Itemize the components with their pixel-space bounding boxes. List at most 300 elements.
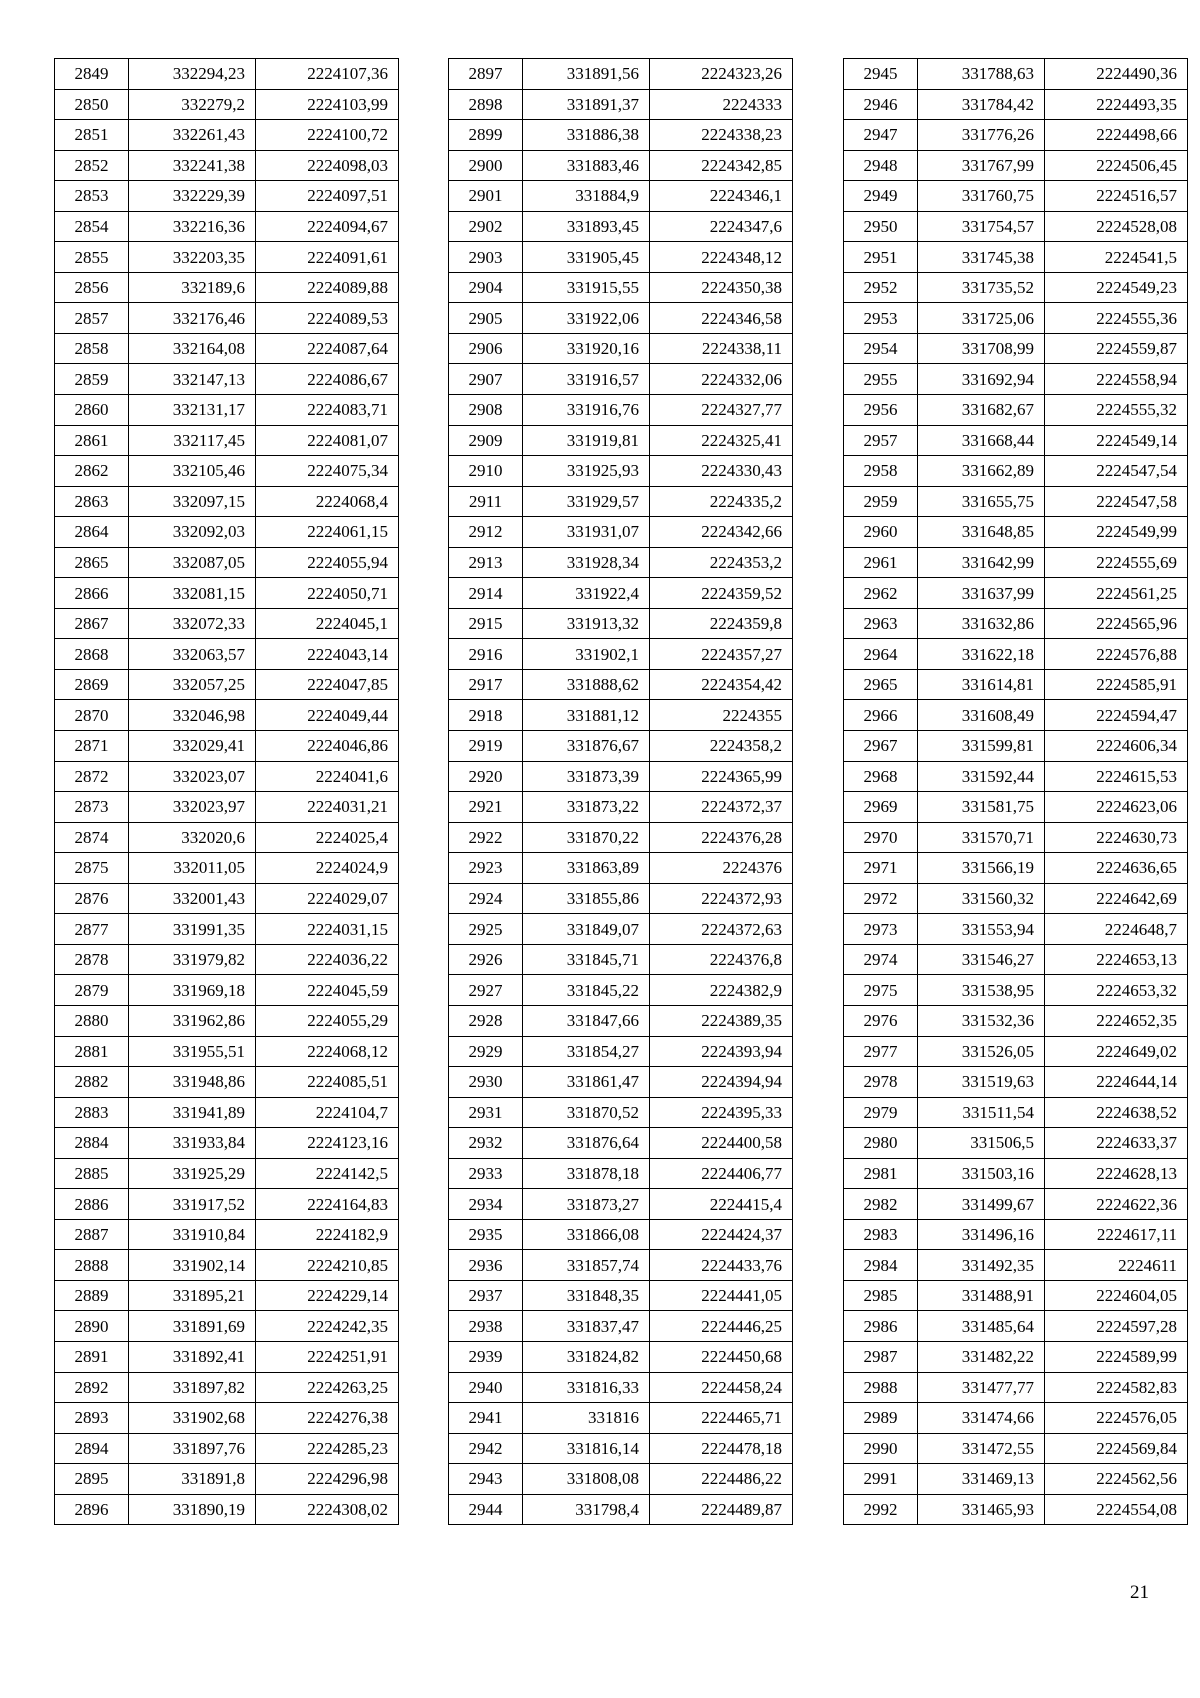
x-coordinate-cell: 331637,99 bbox=[918, 578, 1045, 609]
table-row bbox=[449, 1494, 793, 1525]
point-number-cell: 2980 bbox=[844, 1128, 918, 1159]
table-row bbox=[55, 395, 399, 426]
x-coordinate-cell: 331873,27 bbox=[523, 1189, 650, 1220]
point-number-cell: 2887 bbox=[55, 1219, 129, 1250]
y-coordinate-cell: 2224081,07 bbox=[256, 425, 399, 456]
x-coordinate-cell: 331916,57 bbox=[523, 364, 650, 395]
table-row bbox=[449, 608, 793, 639]
table-row bbox=[449, 1158, 793, 1189]
y-coordinate-cell: 2224031,21 bbox=[256, 792, 399, 823]
x-coordinate-cell: 331891,69 bbox=[129, 1311, 256, 1342]
x-coordinate-cell: 331873,22 bbox=[523, 792, 650, 823]
x-coordinate-cell: 331682,67 bbox=[918, 395, 1045, 426]
table-row bbox=[55, 608, 399, 639]
y-coordinate-cell: 2224554,08 bbox=[1045, 1494, 1188, 1525]
point-number-cell: 2921 bbox=[449, 792, 523, 823]
point-number-cell: 2951 bbox=[844, 242, 918, 273]
y-coordinate-cell: 2224623,06 bbox=[1045, 792, 1188, 823]
point-number-cell: 2981 bbox=[844, 1158, 918, 1189]
x-coordinate-cell: 331928,34 bbox=[523, 547, 650, 578]
point-number-cell: 2965 bbox=[844, 669, 918, 700]
y-coordinate-cell: 2224376,8 bbox=[650, 944, 793, 975]
y-coordinate-cell: 2224046,86 bbox=[256, 731, 399, 762]
y-coordinate-cell: 2224025,4 bbox=[256, 822, 399, 853]
x-coordinate-cell: 332117,45 bbox=[129, 425, 256, 456]
x-coordinate-cell: 331725,06 bbox=[918, 303, 1045, 334]
y-coordinate-cell: 2224446,25 bbox=[650, 1311, 793, 1342]
y-coordinate-cell: 2224251,91 bbox=[256, 1341, 399, 1372]
x-coordinate-cell: 332011,05 bbox=[129, 853, 256, 884]
x-coordinate-cell: 331767,99 bbox=[918, 150, 1045, 181]
x-coordinate-cell: 331857,74 bbox=[523, 1250, 650, 1281]
y-coordinate-cell: 2224644,14 bbox=[1045, 1067, 1188, 1098]
point-number-cell: 2977 bbox=[844, 1036, 918, 1067]
point-number-cell: 2881 bbox=[55, 1036, 129, 1067]
y-coordinate-cell: 2224549,14 bbox=[1045, 425, 1188, 456]
y-coordinate-cell: 2224642,69 bbox=[1045, 883, 1188, 914]
table-row bbox=[449, 975, 793, 1006]
point-number-cell: 2944 bbox=[449, 1494, 523, 1525]
table-row bbox=[55, 1158, 399, 1189]
x-coordinate-cell: 331920,16 bbox=[523, 333, 650, 364]
table-row bbox=[449, 242, 793, 273]
x-coordinate-cell: 331511,54 bbox=[918, 1097, 1045, 1128]
table-row bbox=[55, 944, 399, 975]
table-row bbox=[449, 1464, 793, 1495]
y-coordinate-cell: 2224489,87 bbox=[650, 1494, 793, 1525]
y-coordinate-cell: 2224068,4 bbox=[256, 486, 399, 517]
table-row bbox=[449, 944, 793, 975]
table-row bbox=[55, 792, 399, 823]
point-number-cell: 2858 bbox=[55, 333, 129, 364]
x-coordinate-cell: 331876,67 bbox=[523, 731, 650, 762]
table-row bbox=[844, 853, 1188, 884]
x-coordinate-cell: 332092,03 bbox=[129, 517, 256, 548]
point-number-cell: 2968 bbox=[844, 761, 918, 792]
y-coordinate-cell: 2224355 bbox=[650, 700, 793, 731]
table-row bbox=[844, 120, 1188, 151]
y-coordinate-cell: 2224085,51 bbox=[256, 1067, 399, 1098]
point-number-cell: 2932 bbox=[449, 1128, 523, 1159]
y-coordinate-cell: 2224354,42 bbox=[650, 669, 793, 700]
table-row bbox=[449, 822, 793, 853]
point-number-cell: 2960 bbox=[844, 517, 918, 548]
point-number-cell: 2988 bbox=[844, 1372, 918, 1403]
point-number-cell: 2883 bbox=[55, 1097, 129, 1128]
x-coordinate-cell: 331845,22 bbox=[523, 975, 650, 1006]
point-number-cell: 2958 bbox=[844, 456, 918, 487]
y-coordinate-cell: 2224330,43 bbox=[650, 456, 793, 487]
y-coordinate-cell: 2224164,83 bbox=[256, 1189, 399, 1220]
y-coordinate-cell: 2224389,35 bbox=[650, 1005, 793, 1036]
y-coordinate-cell: 2224506,45 bbox=[1045, 150, 1188, 181]
x-coordinate-cell: 331845,71 bbox=[523, 944, 650, 975]
x-coordinate-cell: 331878,18 bbox=[523, 1158, 650, 1189]
point-number-cell: 2889 bbox=[55, 1280, 129, 1311]
x-coordinate-cell: 331482,22 bbox=[918, 1341, 1045, 1372]
x-coordinate-cell: 331477,77 bbox=[918, 1372, 1045, 1403]
x-coordinate-cell: 331526,05 bbox=[918, 1036, 1045, 1067]
table-row bbox=[844, 1464, 1188, 1495]
x-coordinate-cell: 331933,84 bbox=[129, 1128, 256, 1159]
table-row bbox=[55, 120, 399, 151]
point-number-cell: 2857 bbox=[55, 303, 129, 334]
x-coordinate-cell: 331891,37 bbox=[523, 89, 650, 120]
point-number-cell: 2920 bbox=[449, 761, 523, 792]
table-row bbox=[55, 731, 399, 762]
y-coordinate-cell: 2224068,12 bbox=[256, 1036, 399, 1067]
table-row bbox=[55, 578, 399, 609]
x-coordinate-cell: 331905,45 bbox=[523, 242, 650, 273]
x-coordinate-cell: 331886,38 bbox=[523, 120, 650, 151]
point-number-cell: 2898 bbox=[449, 89, 523, 120]
y-coordinate-cell: 2224372,93 bbox=[650, 883, 793, 914]
point-number-cell: 2868 bbox=[55, 639, 129, 670]
point-number-cell: 2877 bbox=[55, 914, 129, 945]
point-number-cell: 2983 bbox=[844, 1219, 918, 1250]
x-coordinate-cell: 332203,35 bbox=[129, 242, 256, 273]
table-row bbox=[844, 333, 1188, 364]
table-row bbox=[844, 456, 1188, 487]
x-coordinate-cell: 331891,56 bbox=[523, 59, 650, 90]
point-number-cell: 2927 bbox=[449, 975, 523, 1006]
table-row bbox=[844, 731, 1188, 762]
x-coordinate-cell: 331668,44 bbox=[918, 425, 1045, 456]
y-coordinate-cell: 2224604,05 bbox=[1045, 1280, 1188, 1311]
point-number-cell: 2879 bbox=[55, 975, 129, 1006]
table-row bbox=[844, 883, 1188, 914]
y-coordinate-cell: 2224342,85 bbox=[650, 150, 793, 181]
point-number-cell: 2978 bbox=[844, 1067, 918, 1098]
y-coordinate-cell: 2224490,36 bbox=[1045, 59, 1188, 90]
y-coordinate-cell: 2224348,12 bbox=[650, 242, 793, 273]
table-row bbox=[844, 578, 1188, 609]
x-coordinate-cell: 331506,5 bbox=[918, 1128, 1045, 1159]
point-number-cell: 2991 bbox=[844, 1464, 918, 1495]
point-number-cell: 2922 bbox=[449, 822, 523, 853]
y-coordinate-cell: 2224332,06 bbox=[650, 364, 793, 395]
y-coordinate-cell: 2224142,5 bbox=[256, 1158, 399, 1189]
table-row bbox=[844, 1067, 1188, 1098]
x-coordinate-cell: 331891,8 bbox=[129, 1464, 256, 1495]
x-coordinate-cell: 331608,49 bbox=[918, 700, 1045, 731]
point-number-cell: 2853 bbox=[55, 181, 129, 212]
y-coordinate-cell: 2224569,84 bbox=[1045, 1433, 1188, 1464]
coordinates-table-3 bbox=[843, 58, 1188, 1525]
table-row bbox=[844, 1341, 1188, 1372]
x-coordinate-cell: 331915,55 bbox=[523, 272, 650, 303]
x-coordinate-cell: 331902,14 bbox=[129, 1250, 256, 1281]
y-coordinate-cell: 2224630,73 bbox=[1045, 822, 1188, 853]
x-coordinate-cell: 331560,32 bbox=[918, 883, 1045, 914]
table-row bbox=[55, 517, 399, 548]
point-number-cell: 2930 bbox=[449, 1067, 523, 1098]
point-number-cell: 2979 bbox=[844, 1097, 918, 1128]
x-coordinate-cell: 331866,08 bbox=[523, 1219, 650, 1250]
x-coordinate-cell: 332029,41 bbox=[129, 731, 256, 762]
x-coordinate-cell: 331941,89 bbox=[129, 1097, 256, 1128]
point-number-cell: 2956 bbox=[844, 395, 918, 426]
x-coordinate-cell: 331488,91 bbox=[918, 1280, 1045, 1311]
x-coordinate-cell: 331863,89 bbox=[523, 853, 650, 884]
x-coordinate-cell: 331902,68 bbox=[129, 1403, 256, 1434]
table-row bbox=[844, 975, 1188, 1006]
x-coordinate-cell: 332229,39 bbox=[129, 181, 256, 212]
table-row bbox=[55, 1341, 399, 1372]
page-number: 21 bbox=[1130, 1582, 1149, 1603]
y-coordinate-cell: 2224047,85 bbox=[256, 669, 399, 700]
x-coordinate-cell: 332023,97 bbox=[129, 792, 256, 823]
y-coordinate-cell: 2224547,58 bbox=[1045, 486, 1188, 517]
point-number-cell: 2928 bbox=[449, 1005, 523, 1036]
point-number-cell: 2904 bbox=[449, 272, 523, 303]
point-number-cell: 2952 bbox=[844, 272, 918, 303]
coordinates-table-2 bbox=[448, 58, 793, 1525]
y-coordinate-cell: 2224210,85 bbox=[256, 1250, 399, 1281]
table-row bbox=[844, 59, 1188, 90]
table-row bbox=[449, 395, 793, 426]
point-number-cell: 2871 bbox=[55, 731, 129, 762]
y-coordinate-cell: 2224555,69 bbox=[1045, 547, 1188, 578]
point-number-cell: 2975 bbox=[844, 975, 918, 1006]
y-coordinate-cell: 2224617,11 bbox=[1045, 1219, 1188, 1250]
x-coordinate-cell: 331538,95 bbox=[918, 975, 1045, 1006]
table-row bbox=[844, 608, 1188, 639]
table-row bbox=[449, 1067, 793, 1098]
x-coordinate-cell: 332057,25 bbox=[129, 669, 256, 700]
x-coordinate-cell: 331873,39 bbox=[523, 761, 650, 792]
table-row bbox=[55, 1494, 399, 1525]
x-coordinate-cell: 331876,64 bbox=[523, 1128, 650, 1159]
x-coordinate-cell: 331798,4 bbox=[523, 1494, 650, 1525]
table-row bbox=[844, 1189, 1188, 1220]
y-coordinate-cell: 2224123,16 bbox=[256, 1128, 399, 1159]
table-row bbox=[449, 364, 793, 395]
table-row bbox=[55, 486, 399, 517]
y-coordinate-cell: 2224628,13 bbox=[1045, 1158, 1188, 1189]
table-row bbox=[55, 303, 399, 334]
point-number-cell: 2957 bbox=[844, 425, 918, 456]
point-number-cell: 2959 bbox=[844, 486, 918, 517]
table-row bbox=[55, 1189, 399, 1220]
x-coordinate-cell: 331870,22 bbox=[523, 822, 650, 853]
y-coordinate-cell: 2224083,71 bbox=[256, 395, 399, 426]
x-coordinate-cell: 331553,94 bbox=[918, 914, 1045, 945]
table-row bbox=[55, 975, 399, 1006]
y-coordinate-cell: 2224103,99 bbox=[256, 89, 399, 120]
x-coordinate-cell: 331760,75 bbox=[918, 181, 1045, 212]
y-coordinate-cell: 2224594,47 bbox=[1045, 700, 1188, 731]
table-row bbox=[844, 486, 1188, 517]
y-coordinate-cell: 2224382,9 bbox=[650, 975, 793, 1006]
y-coordinate-cell: 2224559,87 bbox=[1045, 333, 1188, 364]
table-row bbox=[449, 1372, 793, 1403]
y-coordinate-cell: 2224376 bbox=[650, 853, 793, 884]
x-coordinate-cell: 332216,36 bbox=[129, 211, 256, 242]
y-coordinate-cell: 2224041,6 bbox=[256, 761, 399, 792]
x-coordinate-cell: 331632,86 bbox=[918, 608, 1045, 639]
table-row bbox=[55, 89, 399, 120]
y-coordinate-cell: 2224558,94 bbox=[1045, 364, 1188, 395]
y-coordinate-cell: 2224075,34 bbox=[256, 456, 399, 487]
x-coordinate-cell: 331816 bbox=[523, 1403, 650, 1434]
y-coordinate-cell: 2224555,36 bbox=[1045, 303, 1188, 334]
x-coordinate-cell: 331922,06 bbox=[523, 303, 650, 334]
x-coordinate-cell: 331648,85 bbox=[918, 517, 1045, 548]
table-row bbox=[449, 1403, 793, 1434]
y-coordinate-cell: 2224549,23 bbox=[1045, 272, 1188, 303]
table-row bbox=[449, 700, 793, 731]
point-number-cell: 2899 bbox=[449, 120, 523, 151]
table-row bbox=[844, 1372, 1188, 1403]
x-coordinate-cell: 332001,43 bbox=[129, 883, 256, 914]
table-row bbox=[55, 181, 399, 212]
point-number-cell: 2880 bbox=[55, 1005, 129, 1036]
x-coordinate-cell: 331948,86 bbox=[129, 1067, 256, 1098]
table-row bbox=[449, 1189, 793, 1220]
x-coordinate-cell: 331503,16 bbox=[918, 1158, 1045, 1189]
y-coordinate-cell: 2224308,02 bbox=[256, 1494, 399, 1525]
x-coordinate-cell: 331991,35 bbox=[129, 914, 256, 945]
y-coordinate-cell: 2224541,5 bbox=[1045, 242, 1188, 273]
x-coordinate-cell: 331592,44 bbox=[918, 761, 1045, 792]
y-coordinate-cell: 2224043,14 bbox=[256, 639, 399, 670]
table-row bbox=[55, 822, 399, 853]
point-number-cell: 2935 bbox=[449, 1219, 523, 1250]
y-coordinate-cell: 2224350,38 bbox=[650, 272, 793, 303]
x-coordinate-cell: 331931,07 bbox=[523, 517, 650, 548]
point-number-cell: 2912 bbox=[449, 517, 523, 548]
y-coordinate-cell: 2224498,66 bbox=[1045, 120, 1188, 151]
point-number-cell: 2917 bbox=[449, 669, 523, 700]
table-row bbox=[449, 181, 793, 212]
x-coordinate-cell: 331849,07 bbox=[523, 914, 650, 945]
y-coordinate-cell: 2224055,94 bbox=[256, 547, 399, 578]
x-coordinate-cell: 331892,41 bbox=[129, 1341, 256, 1372]
x-coordinate-cell: 331474,66 bbox=[918, 1403, 1045, 1434]
point-number-cell: 2870 bbox=[55, 700, 129, 731]
y-coordinate-cell: 2224353,2 bbox=[650, 547, 793, 578]
x-coordinate-cell: 331816,14 bbox=[523, 1433, 650, 1464]
x-coordinate-cell: 331917,52 bbox=[129, 1189, 256, 1220]
x-coordinate-cell: 332176,46 bbox=[129, 303, 256, 334]
table-row bbox=[55, 914, 399, 945]
y-coordinate-cell: 2224424,37 bbox=[650, 1219, 793, 1250]
y-coordinate-cell: 2224652,35 bbox=[1045, 1005, 1188, 1036]
x-coordinate-cell: 331808,08 bbox=[523, 1464, 650, 1495]
point-number-cell: 2903 bbox=[449, 242, 523, 273]
y-coordinate-cell: 2224458,24 bbox=[650, 1372, 793, 1403]
y-coordinate-cell: 2224433,76 bbox=[650, 1250, 793, 1281]
point-number-cell: 2933 bbox=[449, 1158, 523, 1189]
x-coordinate-cell: 332147,13 bbox=[129, 364, 256, 395]
point-number-cell: 2878 bbox=[55, 944, 129, 975]
x-coordinate-cell: 331469,13 bbox=[918, 1464, 1045, 1495]
point-number-cell: 2910 bbox=[449, 456, 523, 487]
x-coordinate-cell: 331776,26 bbox=[918, 120, 1045, 151]
y-coordinate-cell: 2224229,14 bbox=[256, 1280, 399, 1311]
y-coordinate-cell: 2224622,36 bbox=[1045, 1189, 1188, 1220]
y-coordinate-cell: 2224098,03 bbox=[256, 150, 399, 181]
x-coordinate-cell: 331570,71 bbox=[918, 822, 1045, 853]
table-row bbox=[55, 1311, 399, 1342]
table-row bbox=[844, 914, 1188, 945]
table-row bbox=[449, 914, 793, 945]
point-number-cell: 2946 bbox=[844, 89, 918, 120]
y-coordinate-cell: 2224097,51 bbox=[256, 181, 399, 212]
point-number-cell: 2947 bbox=[844, 120, 918, 151]
table-row bbox=[449, 150, 793, 181]
table-row bbox=[55, 211, 399, 242]
y-coordinate-cell: 2224478,18 bbox=[650, 1433, 793, 1464]
table-row bbox=[449, 456, 793, 487]
y-coordinate-cell: 2224029,07 bbox=[256, 883, 399, 914]
y-coordinate-cell: 2224335,2 bbox=[650, 486, 793, 517]
point-number-cell: 2866 bbox=[55, 578, 129, 609]
point-number-cell: 2906 bbox=[449, 333, 523, 364]
y-coordinate-cell: 2224107,36 bbox=[256, 59, 399, 90]
point-number-cell: 2964 bbox=[844, 639, 918, 670]
y-coordinate-cell: 2224100,72 bbox=[256, 120, 399, 151]
x-coordinate-cell: 332105,46 bbox=[129, 456, 256, 487]
point-number-cell: 2892 bbox=[55, 1372, 129, 1403]
table-row bbox=[55, 669, 399, 700]
point-number-cell: 2937 bbox=[449, 1280, 523, 1311]
y-coordinate-cell: 2224285,23 bbox=[256, 1433, 399, 1464]
table-row bbox=[55, 272, 399, 303]
x-coordinate-cell: 331837,47 bbox=[523, 1311, 650, 1342]
x-coordinate-cell: 331472,55 bbox=[918, 1433, 1045, 1464]
x-coordinate-cell: 331897,76 bbox=[129, 1433, 256, 1464]
y-coordinate-cell: 2224263,25 bbox=[256, 1372, 399, 1403]
point-number-cell: 2982 bbox=[844, 1189, 918, 1220]
point-number-cell: 2990 bbox=[844, 1433, 918, 1464]
x-coordinate-cell: 331919,81 bbox=[523, 425, 650, 456]
y-coordinate-cell: 2224365,99 bbox=[650, 761, 793, 792]
table-row bbox=[449, 211, 793, 242]
x-coordinate-cell: 331929,57 bbox=[523, 486, 650, 517]
y-coordinate-cell: 2224036,22 bbox=[256, 944, 399, 975]
x-coordinate-cell: 332020,6 bbox=[129, 822, 256, 853]
table-row bbox=[844, 242, 1188, 273]
x-coordinate-cell: 331883,46 bbox=[523, 150, 650, 181]
table-row bbox=[55, 639, 399, 670]
x-coordinate-cell: 331884,9 bbox=[523, 181, 650, 212]
point-number-cell: 2865 bbox=[55, 547, 129, 578]
x-coordinate-cell: 331784,42 bbox=[918, 89, 1045, 120]
x-coordinate-cell: 332046,98 bbox=[129, 700, 256, 731]
x-coordinate-cell: 331614,81 bbox=[918, 669, 1045, 700]
point-number-cell: 2926 bbox=[449, 944, 523, 975]
y-coordinate-cell: 2224276,38 bbox=[256, 1403, 399, 1434]
x-coordinate-cell: 331910,84 bbox=[129, 1219, 256, 1250]
x-coordinate-cell: 332261,43 bbox=[129, 120, 256, 151]
x-coordinate-cell: 331925,29 bbox=[129, 1158, 256, 1189]
y-coordinate-cell: 2224562,56 bbox=[1045, 1464, 1188, 1495]
x-coordinate-cell: 331788,63 bbox=[918, 59, 1045, 90]
point-number-cell: 2962 bbox=[844, 578, 918, 609]
x-coordinate-cell: 332081,15 bbox=[129, 578, 256, 609]
point-number-cell: 2894 bbox=[55, 1433, 129, 1464]
point-number-cell: 2953 bbox=[844, 303, 918, 334]
point-number-cell: 2905 bbox=[449, 303, 523, 334]
point-number-cell: 2938 bbox=[449, 1311, 523, 1342]
y-coordinate-cell: 2224346,58 bbox=[650, 303, 793, 334]
y-coordinate-cell: 2224242,35 bbox=[256, 1311, 399, 1342]
y-coordinate-cell: 2224372,37 bbox=[650, 792, 793, 823]
x-coordinate-cell: 331902,1 bbox=[523, 639, 650, 670]
table-row bbox=[844, 1280, 1188, 1311]
